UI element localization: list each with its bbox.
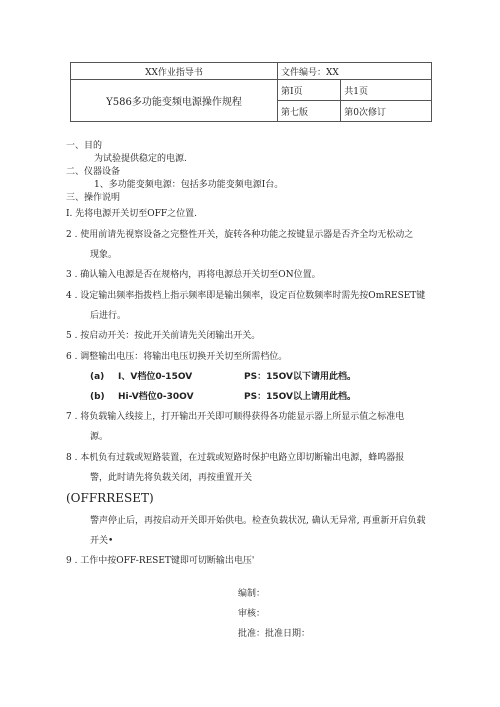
section-operation: 三、操作说明 [66,193,121,203]
step-4: 4 . 设定输出频率指拨档上指示频率即是输出频率，设定百位数频率时需先按OmRESET键 [66,291,426,301]
step-7: 7 . 将负载输入线接上，打开输出开关即可顺得获得各功能显示器上所显示值之标准电 [66,412,405,422]
step-9: 9 . 工作中按OFF-RESET键即可切断输出电压' [66,556,255,566]
option-a-range: I、V档位0-15OV [118,372,193,382]
step-8-end: 开关• [90,536,114,546]
sign-reviewed: 审核： [238,609,266,619]
header-revision: 第0次修订 [341,101,432,122]
step-2-cont: 现象。 [90,250,118,260]
step-3: 3 . 确认输入电源是否在规格内，再将电源总开关切至ON位置。 [66,270,321,280]
step-8: 8 . 本机负有过载或短路装置，在过载或短路时保护电路立即切断输出电源，蜂鸣器报 [66,453,405,463]
header-total: 共1页 [341,80,432,101]
header-company: XX作业指导书 [71,63,278,80]
sign-approved: 批准：批准日期： [238,629,311,639]
header-doc-title: Y586多功能变频电源操作规程 [71,80,278,122]
step-2: 2 . 使用前请先视察设备之完整性开关，旋转各种功能之按键显示器是否齐全均无松动之 [66,230,414,240]
section-equipment: 二、仪器设备 [66,167,121,177]
option-b-note: PS：15OV以上请用此档。 [244,392,356,402]
header-edition: 第七版 [278,101,341,122]
option-b-tag: (b) [90,392,105,402]
purpose-text: 为试验提供稳定的电源. [94,154,187,164]
header-table [70,62,432,122]
option-a-note: PS：15OV以下请用此档。 [244,372,356,382]
step-8-cont: 警，此时请先将负载关闭，再按重置开关 [90,473,253,483]
step-i: I. 先将电源开关切至OFF之位置. [66,209,198,219]
step-8-resume: 警声停止后，再按启动开关即开始供电。检查负载状况, 确认无异常, 再重新开启负载 [90,516,426,526]
header-page: 第I页 [278,80,341,101]
step-4-cont: 后进行。 [90,311,127,321]
option-a-tag: (a) [90,372,105,382]
equipment-text: 1、多功能变频电源：包括多功能变频电源I台。 [94,180,284,190]
option-b-range: Hi-V档位0-30OV [118,392,194,402]
header-doc-no: 文件编号：XX [278,63,432,80]
sign-compiled: 编制： [238,589,266,599]
step-5: 5 . 按启动开关：按此开关前请先关闭输出开关。 [66,331,261,341]
step-6: 6 . 调整输出电压：将输出电压切换开关切至所需档位。 [66,352,288,362]
step-8-reset-label: (OFFRRESET) [66,491,154,505]
section-purpose: 一、目的 [66,141,103,151]
step-7-cont: 源。 [90,432,109,442]
